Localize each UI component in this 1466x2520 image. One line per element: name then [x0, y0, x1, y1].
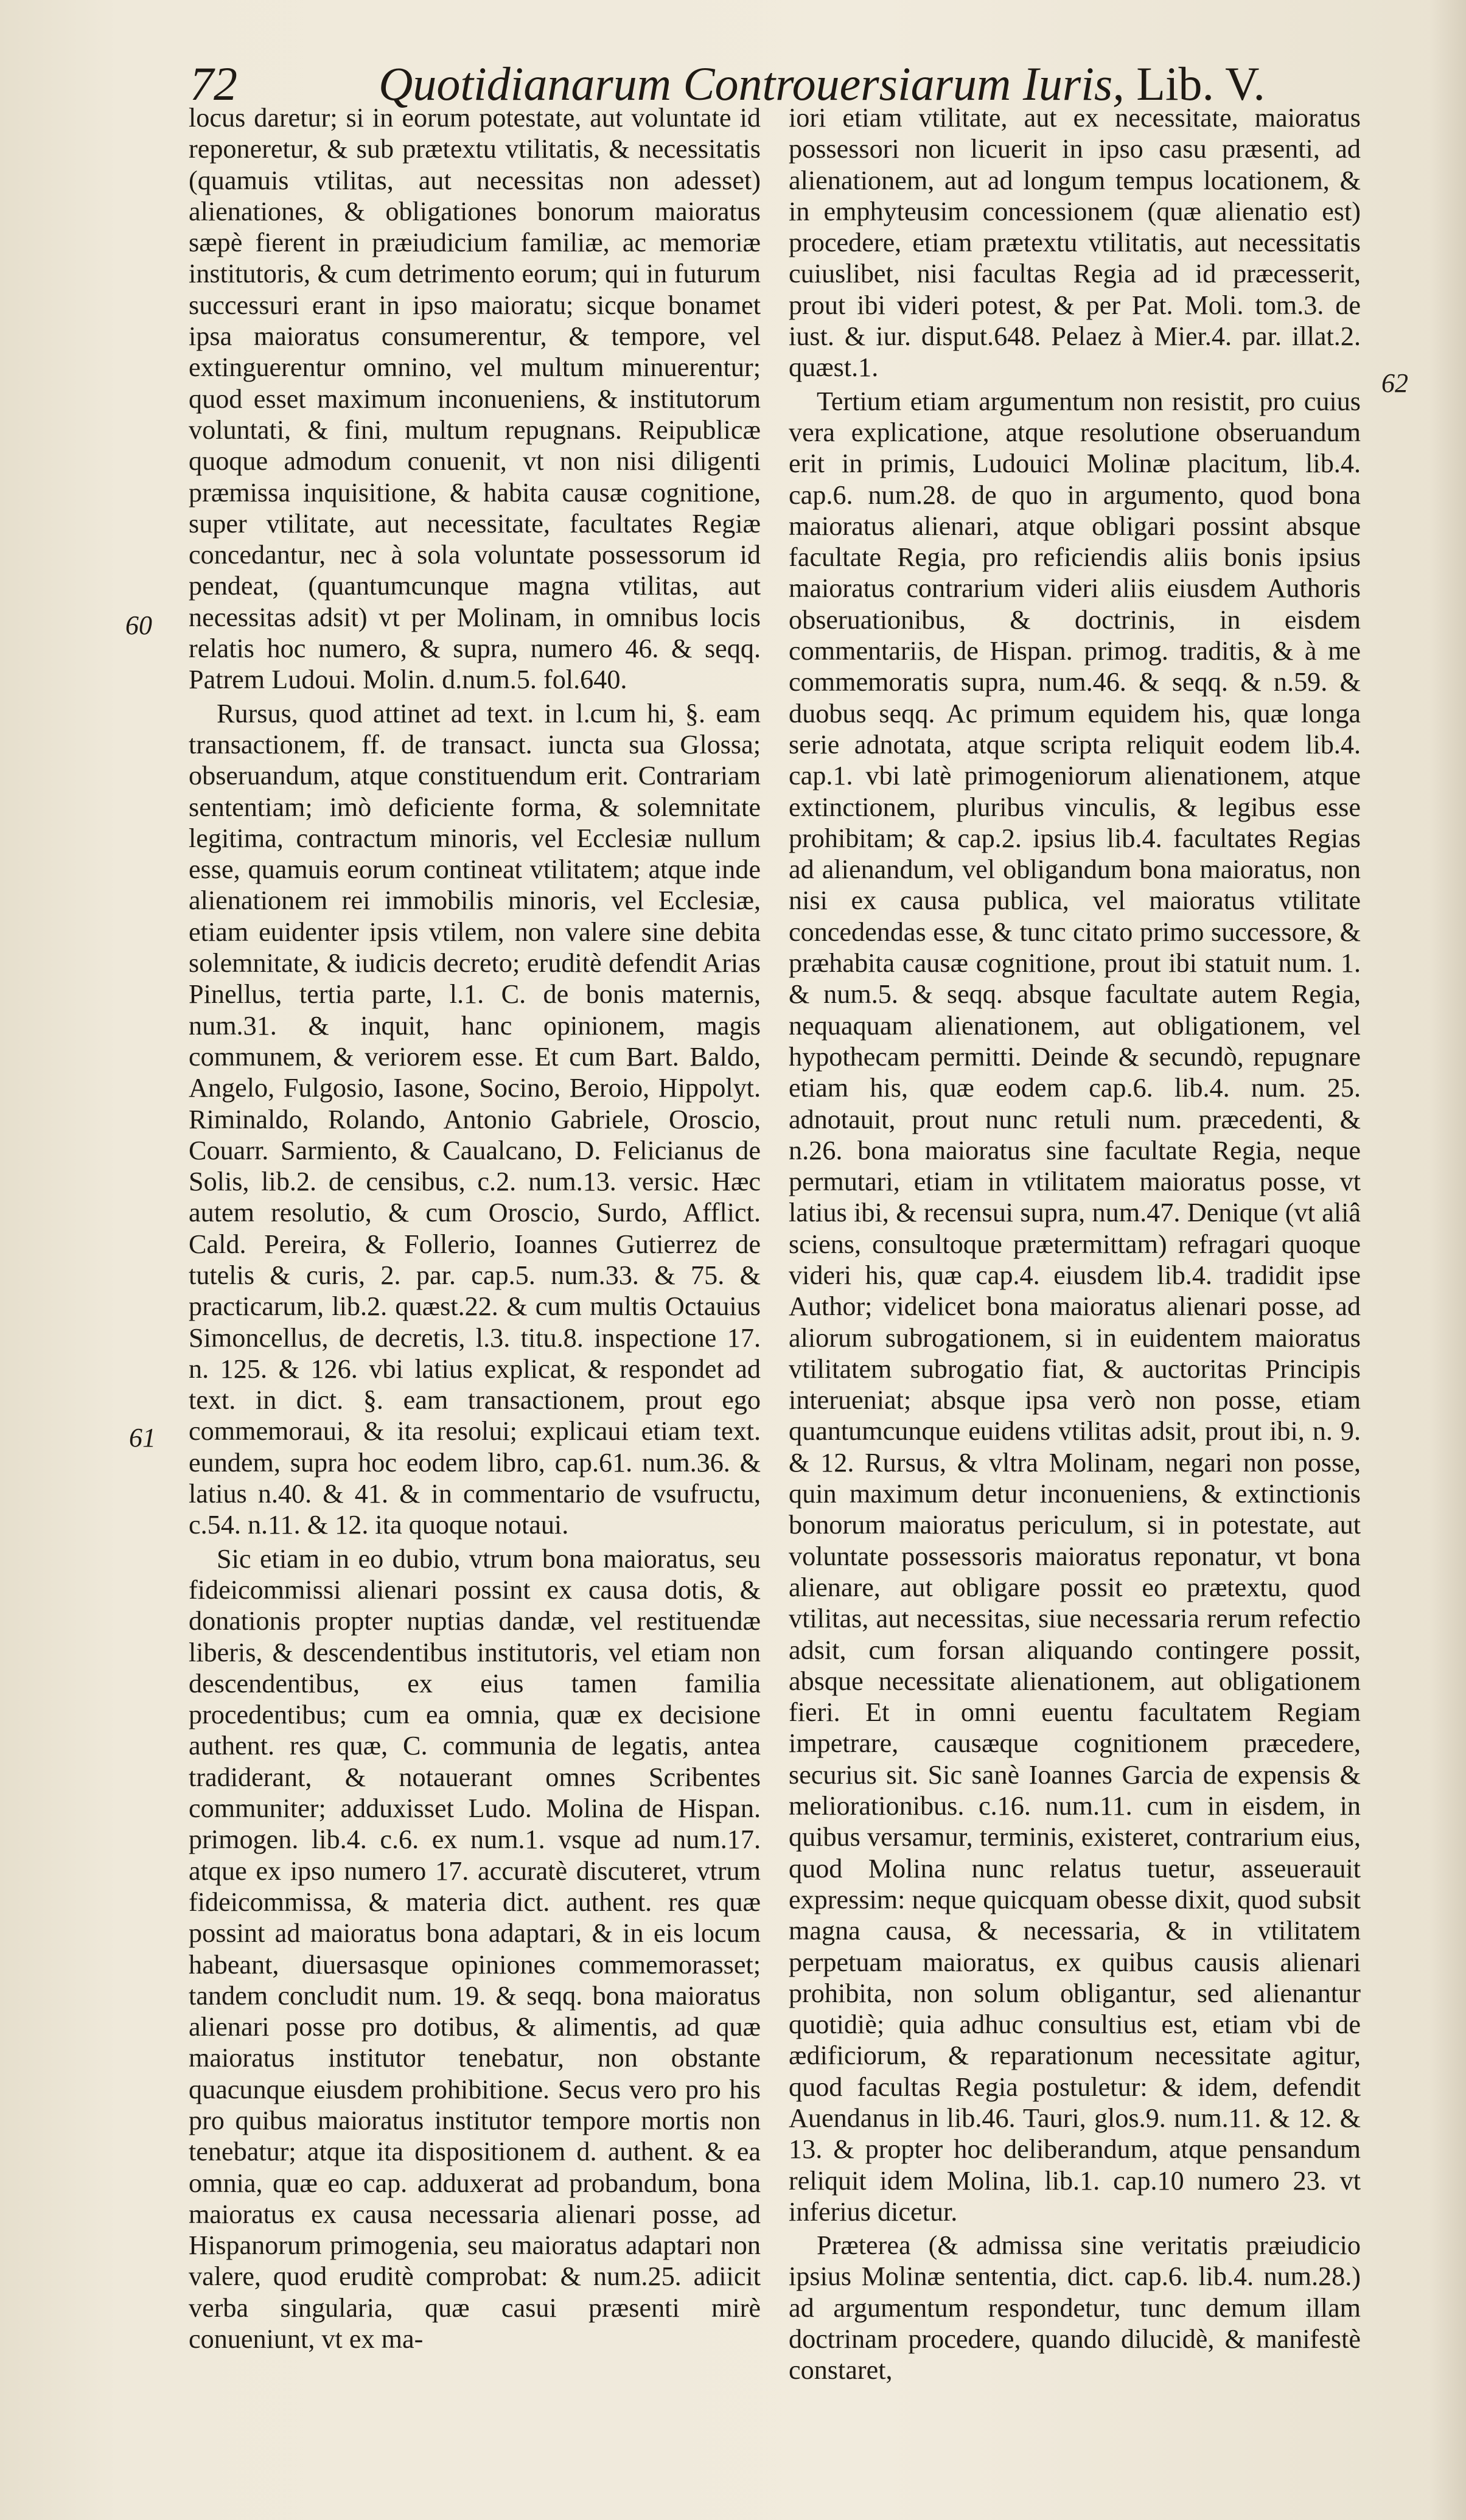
- paragraph-60: Rursus, quod attinet ad text. in l.cum hi, §. eam transactionem, ff. de transact. iuncta sua Glossa; obseruandum, atque constituendum erit. Contrariam sententiam; imò deficiente forma, & solemnitate legitima, contractum minoris, vel Ecclesiæ nullum esse, quamuis eorum contineat vtilitatem; atque inde alienationem rei immobilis minoris, vel Ecclesiæ, etiam euidenter ipsis vtilem, non valere sine debita solemnitate, & iudicis decreto; eruditè defendit Arias Pinellus, tertia parte, l.1. C. de bonis maternis, num.31. & inquit, hanc opinionem, magis communem, & veriorem esse. Et cum Bart. Baldo, Angelo, Fulgosio, Iasone, Socino, Beroio, Hippolyt. Riminaldo, Rolando, Antonio Gabriele, Oroscio, Couarr. Sarmiento, & Caualcano, D. Felicianus de Solis, lib.2. de censibus, c.2. num.13. versic. Hæc autem resolutio, & cum Oroscio, Surdo, Afflict. Cald. Pereira, & Follerio, Ioannes Gutierrez de tutelis & curis, 2. par. cap.5. num.33. & 75. & practicarum, lib.2. quæst.22. & cum multis Octauius Simoncellus, de decretis, l.3. titu.8. inspectione 17. n. 125. & 126. vbi latius explicat, & respondet ad text. in dict. §. eam transactionem, prout ego commemoraui, & ita resolui; explicaui etiam text. eundem, supra hoc eodem libro, cap.61. num.36. & latius n.40. & 41. & in commentario de vsufructu, c.54. n.11. & 12. ita quoque notaui.: [189, 698, 761, 1540]
- margin-number-60: 60: [125, 610, 152, 640]
- paragraph-62: Tertium etiam argumentum non resistit, pro cuius vera explicatione, atque resolutione obseruandum erit in primis, Ludouici Molinæ placitum, lib.4. cap.6. num.28. de quo in argumento, quod bona maioratus alienari, atque obligari possint absque facultate Regia, pro reficiendis aliis bonis ipsius maioratus contrarium videri aliis eiusdem Authoris obseruationibus, & doctrinis, in eisdem commentariis, de Hispan. primog. traditis, & à me commemoratis supra, num.46. & seqq. & n.59. & duobus seqq. Ac primum equidem his, quæ longa serie adnotata, atque scripta reliquit eodem lib.4. cap.1. vbi latè primogeniorum alienationem, atque extinctionem, pluribus vinculis, & legibus esse prohibitam; & cap.2. ipsius lib.4. facultates Regias ad alienandum, vel obligandum bona maioratus, non nisi ex causa publica, vel maioratus vtilitate concedendas esse, & tunc citato primo successore, & præhabita causæ cognitione, prout ibi statuit num. 1. & num.5. & seqq. absque facultate autem Regia, nequaquam alienationem, aut obligationem, vel hypothecam permitti. Deinde & secundò, repugnare etiam his, quæ eodem cap.6. lib.4. num. 25. adnotauit, prout nunc retuli num. præcedenti, & n.26. bona maioratus sine facultate Regia, neque permutari, etiam in vtilitatem maioratus posse, vt latius ibi, & recensui supra, num.47. Denique (vt aliâ sciens, consultoque prætermittam) refragari quoque videri his, quæ cap.4. eiusdem lib.4. tradidit ipse Author; videlicet bona maioratus alienari posse, ad aliorum subrogationem, si in euidentem maioratus vtilitatem subrogatio fiat, & auctoritas Principis interueniat; absque ipsa verò non posse, etiam quantumcunque euidens vtilitas adsit, prout ibi, n. 9. & 12. Rursus, & vltra Molinam, negari non posse, quin maximum detur inconueniens, & extinctionis bonorum maioratus periculum, si in potestate, aut voluntate possessoris maioratus reponatur, vt bona alienare, aut obligare possit eo prætextu, quod vtilitas, aut necessitas, siue necessaria rerum refectio adsit, cum forsan aliquando contingere possit, absque necessitate alienationem, aut obligationem fieri. Et in omni euentu facultatem Regiam impetrare, causæque cognitionem præcedere, securius sit. Sic sanè Ioannes Garcia de expensis & meliorationibus. c.16. num.11. cum in eisdem, in quibus versamur, terminis, existeret, contrarium eius, quod Molina nunc relatus tuetur, asseuerauit expressim: neque quicquam obesse dixit, quod subsit magna causa, & necessaria, & in vtilitatem perpetuam maioratus, ex quibus causis alienari prohibita, non solum obligantur, sed alienantur quotidiè; quia adhuc consultius est, etiam vbi de ædificiorum, & reparationum necessitate agitur, quod facultas Regia postuletur: & idem, defendit Auendanus in lib.46. Tauri, glos.9. num.11. & 12. & 13. & propter hoc deliberandum, atque pensandum reliquit idem Molina, lib.1. cap.10 numero 23. vt inferius dicetur.: [789, 386, 1361, 2227]
- page-number: 72: [190, 57, 237, 110]
- paragraph-continued-right: iori etiam vtilitate, aut ex necessitate, maioratus possessori non licuerit in ipso casu præsenti, ad alienationem, aut ad longum tempus locationem, & in emphyteusim concessionem (quæ alienatio est) procedere, etiam prætextu vtilitatis, aut necessitatis cuiuslibet, nisi facultas Regia ad id præcesserit, prout ibi videri potest, & per Pat. Moli. tom.3. de iust. & iur. disput.648. Pelaez à Mier.4. par. illat.2. quæst.1.: [789, 103, 1361, 383]
- paragraph-61: Sic etiam in eo dubio, vtrum bona maioratus, seu fideicommissi alienari possint ex causa dotis, & donationis propter nuptias dandæ, vel restituendæ liberis, & descendentibus institutoris, vel etiam non descendentibus, ex eius tamen familia procedentibus; cum ea omnia, quæ ex decisione authent. res quæ, C. communia de legatis, antea tradiderant, & notauerant omnes Scribentes communiter; adduxisset Ludo. Molina de Hispan. primogen. lib.4. c.6. ex num.1. vsque ad num.17. atque ex ipso numero 17. accuratè discuteret, vtrum fideicommissa, & materia dict. authent. res quæ possint ad maioratus bona adaptari, & in eis locum habeant, diuersasque opiniones commemorasset; tandem concludit num. 19. & seqq. bona maioratus alienari posse pro dotibus, & alimentis, ad quæ maioratus institutor tenebatur, non obstante quacunque eiusdem prohibitione. Secus vero pro his pro quibus maioratus institutor tempore mortis non tenebatur; atque ita dispositionem d. authent. & ea omnia, quæ eo cap. adduxerat ad probandum, bona maioratus ex causa necessaria alienari posse, ad Hispanorum primogenia, seu maioratus adaptari non valere, quod eruditè comprobat: & num.25. adiicit verba singularia, quæ casui præsenti mirè conueniunt, vt ex ma-: [189, 1543, 761, 2354]
- running-title-book: Lib. V.: [1136, 57, 1265, 110]
- paragraph-praeterea: Præterea (& admissa sine veritatis præiudicio ipsius Molinæ sententia, dict. cap.6. lib.4. num.28.) ad argumentum respondetur, tunc demum illam doctrinam procedere, quando dilucidè, & manifestè constaret,: [789, 2230, 1361, 2386]
- page-edge-shadow: [1429, 0, 1466, 2520]
- paragraph-continued: locus daretur; si in eorum potestate, aut voluntate id reponeretur, & sub prætextu vtilitatis, & necessitatis (quamuis vtilitas, aut necessitas non adesset) alienationes, & obligationes bonorum maioratus sæpè fierent in præiudicium familiæ, ac memoriæ institutoris, & cum detrimento eorum; qui in futurum successuri erant in ipso maioratu; sicque bonamet ipsa maioratus consumerentur, & tempore, vel extinguerentur omnino, vel multum minuerentur; quod esset maximum inconueniens, & institutorum voluntati, & fini, multum repugnans. Reipublicæ quoque admodum conuenit, vt non nisi diligenti præmissa inquisitione, & habita causæ cognitione, super vtilitate, aut necessitate, facultates Regiæ concedantur, nec à sola voluntate possessorum id pendeat, (quantumcunque magna vtilitas, aut necessitas adsit) vt per Molinam, in omnibus locis relatis hoc numero, & supra, numero 46. & seqq. Patrem Ludoui. Molin. d.num.5. fol.640.: [189, 103, 761, 695]
- margin-number-62: 62: [1381, 368, 1408, 398]
- right-column: [789, 102, 1361, 2488]
- left-column: [189, 102, 761, 2488]
- margin-number-61: 61: [129, 1423, 156, 1453]
- running-title-text: Quotidianarum Controuersiarum Iuris,: [379, 57, 1125, 110]
